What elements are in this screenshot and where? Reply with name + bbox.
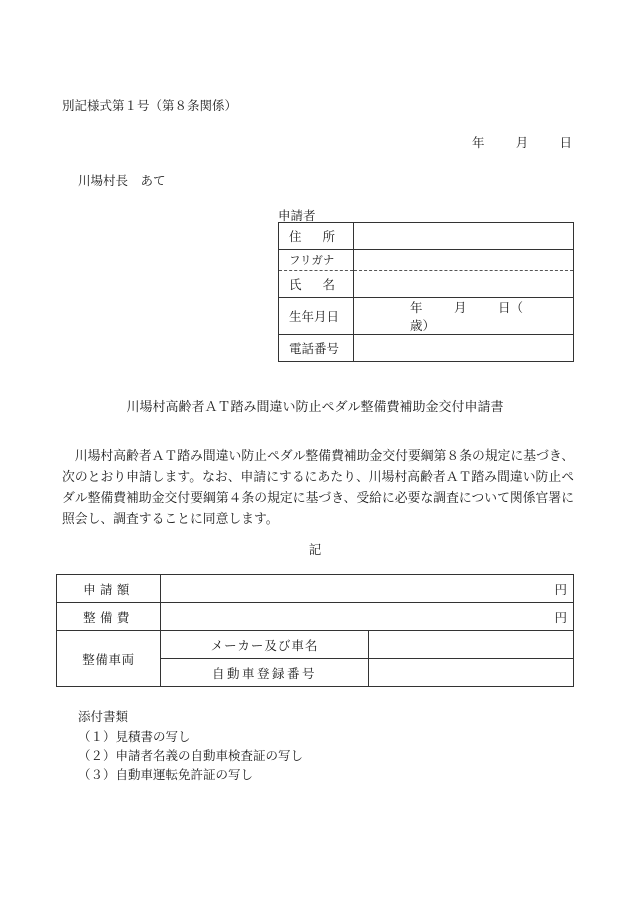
date-year-label: 年 bbox=[472, 135, 485, 150]
furigana-row bbox=[279, 250, 574, 271]
yen-unit: 円 bbox=[554, 581, 567, 597]
document-title: 川場村高齢者ＡＴ踏み間違い防止ペダル整備費補助金交付申請書 bbox=[126, 400, 504, 415]
maintenance-cost-row bbox=[57, 603, 574, 631]
birth-month-label: 月 bbox=[453, 300, 467, 315]
attachment-item: （２）申請者名義の自動車検査証の写し bbox=[78, 748, 304, 763]
birthdate-row bbox=[279, 298, 574, 335]
applicant-table bbox=[278, 222, 574, 362]
application-amount-label: 申請額 bbox=[57, 575, 161, 603]
maker-field[interactable] bbox=[369, 631, 574, 659]
phone-field[interactable] bbox=[354, 335, 574, 362]
furigana-field[interactable] bbox=[354, 250, 574, 271]
furigana-label: フリガナ bbox=[279, 250, 354, 271]
date-day-label: 日 bbox=[559, 135, 572, 150]
addressee: 川場村長 あて bbox=[78, 173, 166, 188]
registration-field[interactable] bbox=[369, 659, 574, 687]
registration-label: 自動車登録番号 bbox=[161, 659, 369, 687]
vehicle-label: 整備車両 bbox=[57, 631, 161, 687]
name-label: 氏 名 bbox=[279, 271, 354, 298]
address-field[interactable] bbox=[354, 223, 574, 250]
attachment-item: （１）見積書の写し bbox=[78, 729, 191, 744]
birth-day-label: 日（ bbox=[497, 300, 523, 315]
address-label: 住 所 bbox=[279, 223, 354, 250]
application-amount-row bbox=[57, 575, 574, 603]
yen-unit: 円 bbox=[554, 609, 567, 625]
birthdate-field[interactable] bbox=[354, 298, 574, 335]
attachments-title: 添付書類 bbox=[78, 709, 129, 724]
maker-label: メーカー及び車名 bbox=[161, 631, 369, 659]
form-number: 別記様式第１号（第８条関係） bbox=[62, 98, 238, 113]
details-table bbox=[56, 574, 574, 687]
maintenance-cost-label: 整備費 bbox=[57, 603, 161, 631]
applicant-section-label: 申請者 bbox=[278, 208, 316, 223]
birth-year-label: 年 bbox=[410, 300, 423, 315]
application-amount-field[interactable] bbox=[161, 575, 574, 603]
date-line bbox=[472, 133, 572, 151]
vehicle-maker-row bbox=[57, 631, 574, 659]
name-field[interactable] bbox=[354, 271, 574, 298]
attachment-item: （３）自動車運転免許証の写し bbox=[78, 767, 254, 782]
name-row bbox=[279, 271, 574, 298]
body-paragraph: 川場村高齢者ＡＴ踏み間違い防止ペダル整備費補助金交付要綱第８条の規定に基づき、次のとおり申請します。なお、申請にするにあたり、川場村高齢者ＡＴ踏み間違い防止ペダル整備費補助金交付要綱第４条の規定に基づき、受給に必要な調査について関係官署に照会し、調査することに同意します。 bbox=[62, 449, 574, 527]
date-month-label: 月 bbox=[515, 135, 529, 150]
age-label: 歳） bbox=[410, 318, 436, 333]
phone-label: 電話番号 bbox=[279, 335, 354, 362]
address-row bbox=[279, 223, 574, 250]
phone-row bbox=[279, 335, 574, 362]
maintenance-cost-field[interactable] bbox=[161, 603, 574, 631]
birthdate-label: 生年月日 bbox=[279, 298, 354, 335]
ki-heading: 記 bbox=[308, 542, 322, 557]
